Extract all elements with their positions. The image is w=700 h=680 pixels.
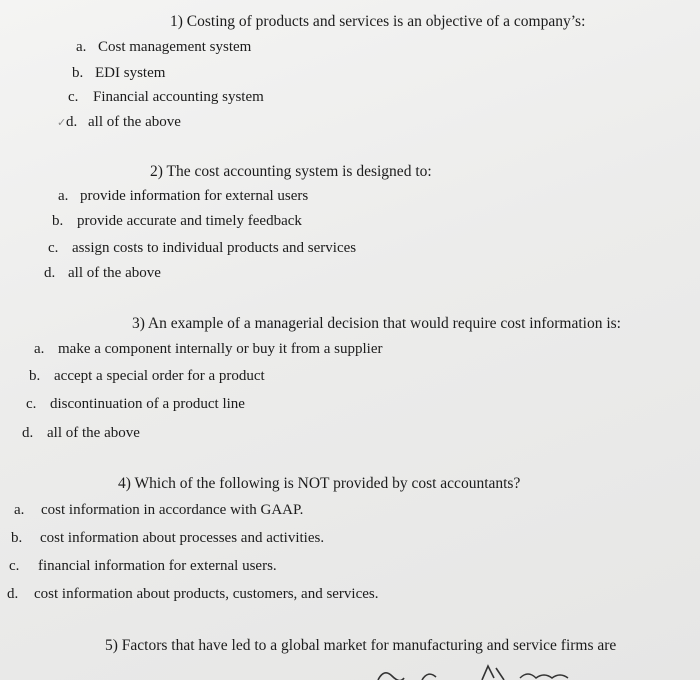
q4-option-c-text: financial information for external users. bbox=[38, 558, 277, 574]
q3-option-d-text: all of the above bbox=[47, 425, 140, 441]
q3-option-a-letter: a. bbox=[34, 341, 45, 357]
question-3-text: 3) An example of a managerial decision that would require cost information is: bbox=[132, 315, 621, 332]
q1-option-b-text: EDI system bbox=[95, 65, 166, 81]
q4-option-b-text: cost information about processes and activities. bbox=[40, 530, 325, 546]
q2-option-d-text: all of the above bbox=[68, 265, 161, 281]
q3-option-d-letter: d. bbox=[22, 425, 34, 441]
q1-option-b-letter: b. bbox=[72, 65, 84, 81]
question-4-text: 4) Which of the following is NOT provided by cost accountants? bbox=[118, 475, 521, 492]
q2-option-b-letter: b. bbox=[52, 213, 64, 229]
q2-option-a-letter: a. bbox=[58, 188, 69, 204]
q4-option-c-letter: c. bbox=[9, 558, 20, 574]
q1-option-a-letter: a. bbox=[76, 39, 87, 55]
q3-option-c-letter: c. bbox=[26, 396, 37, 412]
question-1-text: 1) Costing of products and services is an objective of a company’s: bbox=[170, 13, 586, 30]
q4-option-a-text: cost information in accordance with GAAP. bbox=[41, 502, 304, 518]
q4-option-d-text: cost information about products, customers, and services. bbox=[34, 586, 379, 602]
q1-option-c-letter: c. bbox=[68, 89, 79, 105]
q1-option-d-text: all of the above bbox=[88, 114, 181, 130]
q3-option-a-text: make a component internally or buy it from a supplier bbox=[58, 341, 383, 357]
q2-option-c-text: assign costs to individual products and services bbox=[72, 240, 357, 256]
q4-option-a-letter: a. bbox=[14, 502, 25, 518]
q2-option-c-letter: c. bbox=[48, 240, 59, 256]
q1-option-c-text: Financial accounting system bbox=[93, 89, 264, 105]
q3-option-b-letter: b. bbox=[29, 368, 41, 384]
q2-option-a-text: provide information for external users bbox=[80, 188, 309, 204]
q3-option-c-text: discontinuation of a product line bbox=[50, 396, 245, 412]
q3-option-b-text: accept a special order for a product bbox=[54, 368, 265, 384]
q2-option-b-text: provide accurate and timely feedback bbox=[77, 213, 302, 229]
q4-option-b-letter: b. bbox=[11, 530, 23, 546]
q4-option-d-letter: d. bbox=[7, 586, 19, 602]
handwriting-scribble bbox=[370, 662, 600, 680]
q2-option-d-letter: d. bbox=[44, 265, 56, 281]
q1-option-a-text: Cost management system bbox=[98, 39, 252, 55]
check-mark-icon: ✓ bbox=[57, 117, 67, 129]
question-2-text: 2) The cost accounting system is designed to: bbox=[150, 163, 432, 180]
q1-option-d-letter: d. bbox=[66, 114, 78, 130]
question-5-text: 5) Factors that have led to a global market for manufacturing and service firms are bbox=[105, 637, 617, 654]
